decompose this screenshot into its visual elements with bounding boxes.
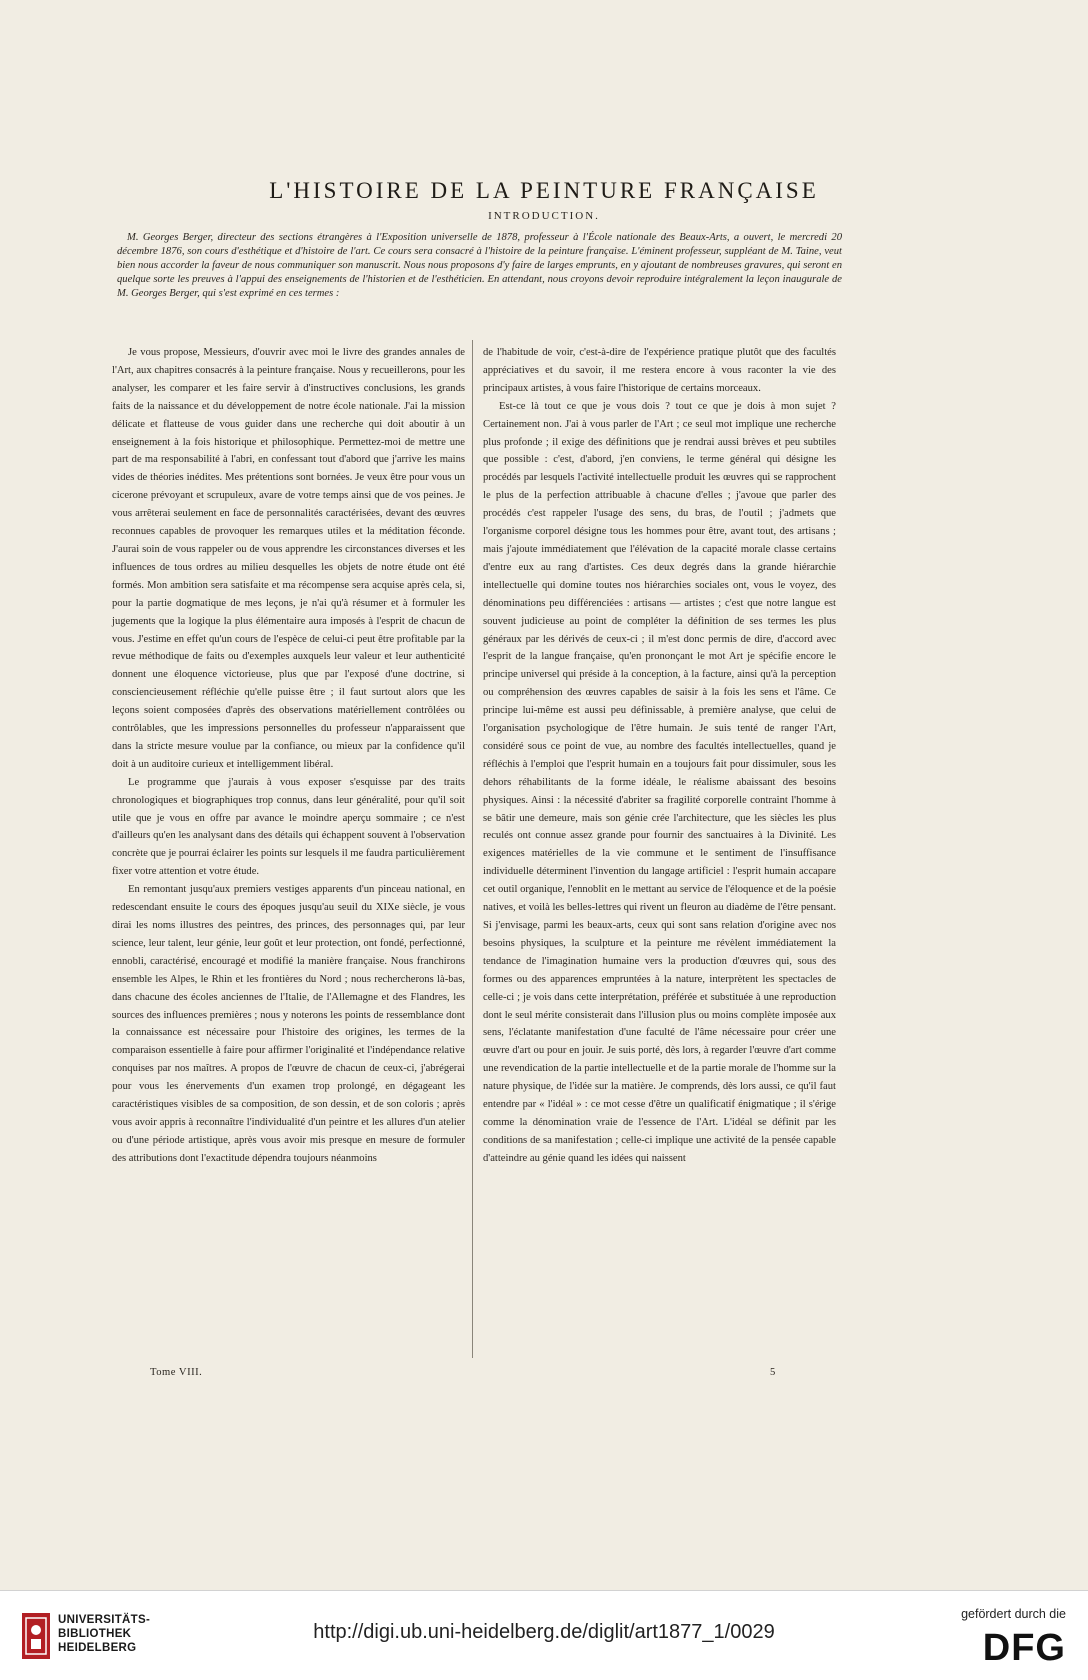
body-paragraph: Je vous propose, Messieurs, d'ouvrir avec moi le livre des grandes annales de l'Art, aux chapitres consacrés à la peinture française. Nous y recueillerons, pour les analyser, les comparer et les faire servir à d'instructives conclusions, les grands faits de la naissance et du développement de notre école nationale. J'ai la mission délicate et flatteuse de vous guider dans une recherche qui doit aboutir à un enseignement à la fois historique et philosophique. Permettez-moi de mettre une part de ma responsabilité à l'abri, en confessant tout d'abord que j'arrive les mains vides de théories inédites. Mes prétentions sont bornées. Je veux être pour vous un cicerone prévoyant et scrupuleux, avare de votre temps ainsi que de vos peines. Je vous arrêterai seulement en face de personnalités caractérisées, devant des œuvres reconnues capables de provoquer les remarques utiles et la méditation féconde. J'aurai soin de vous rappeler ou de vous apprendre les circonstances diverses et les influences de tous ordres au milieu desquelles les objets de notre étude ont été formés. Mon ambition sera satisfaite et ma récompense sera acquise après cela, si, pour la partie dogmatique de mes leçons, je n'ai qu'à résumer et à formuler les jugements que la logique la plus élémentaire aura imposés à l'esprit de chacun de vous. J'estime en effet qu'un cours de l'espèce de celui-ci peut être profitable par la revue méthodique de faits ou d'exemples auxquels leur valeur et leur authenticité donnent une éloquence victorieuse, plus que par l'exposé d'une doctrine, si consciencieusement réfléchie qu'elle puisse être ; il faut surtout alors que les leçons soient composées d'après des observations matériellement contrôlées ou contrôlables, que les impressions personnelles du professeur n'apparaissent que dans la stricte mesure voulue par la confiance, ou mieux par la confidence qu'il doit à un auditoire curieux et intelligemment libéral.: [112, 347, 465, 770]
page-title: L'HISTOIRE DE LA PEINTURE FRANÇAISE: [269, 178, 819, 203]
right-column: [483, 344, 836, 1168]
permalink[interactable]: http://digi.ub.uni-heidelberg.de/diglit/art1877_1/0029: [313, 1621, 775, 1643]
dfg-logo: DFG: [982, 1627, 1066, 1669]
body-paragraph: En remontant jusqu'aux premiers vestiges apparents d'un pinceau national, en redescendant ensuite le cours des époques jusqu'au seuil du XIXe siècle, je vous dirai les noms illustres des peintres, des princes, des personnages qui, par leur science, leur talent, leur génie, leur goût et leur protection, ont fondé, perfectionné, ennobli, caractérisé, encouragé et modifié la manière française. Nous franchirons ensemble les Alpes, le Rhin et les frontières du Nord ; nous rechercherons là-bas, dans chacune des écoles anciennes de l'Italie, de l'Allemagne et des Flandres, les sources des influences premières ; nous y noterons les points de ressemblance dont la connaissance est nécessaire pour l'histoire des origines, les termes de la comparaison essentielle à faire pour affirmer l'originalité et l'indépendance relative conquises par nos maîtres. A propos de l'œuvre de chacun de ceux-ci, j'abrégerai pour vous les énervements d'un examen trop prolongé, en dégageant les caractéristiques visibles de sa composition, de son dessin, et de son coloris ; après vous avoir appris à reconnaître l'individualité d'un peintre et les allures d'un atelier ou d'une période artistique, après vous avoir mis presque en mesure de formuler des attributions dont l'exactitude dépendra toujours néanmoins: [112, 884, 465, 1164]
body-paragraph: de l'habitude de voir, c'est-à-dire de l'expérience pratique plutôt que des facultés appréciatives et du savoir, il me restera encore à vous raconter la vie des principaux artistes, à vous faire l'historique de certains morceaux.: [483, 347, 836, 394]
section-heading: INTRODUCTION.: [488, 210, 600, 222]
page-number: 5: [770, 1367, 776, 1378]
left-column: [112, 344, 465, 1168]
body-paragraph: Le programme que j'aurais à vous exposer s'esquisse par des traits chronologiques et biographiques trop connus, dans leur généralité, pour qu'il soit utile que je vous en offre par avance le moindre aperçu sommaire ; ce n'est d'ailleurs qu'en les analysant dans des détails qui échappent souvent à l'observation concrète que je pourrai éclairer les points sur lesquels il me faudra particulièrement fixer votre attention et votre étude.: [112, 776, 465, 878]
viewer-footer: [0, 1590, 1088, 1680]
body-paragraph: Est-ce là tout ce que je vous dois ? tout ce que je dois à mon sujet ? Certainement non. J'ai à vous parler de l'Art ; ce seul mot implique une recherche plus profonde ; il exige des définitions que je rendrai aussi brèves et peu subtiles que possible : c'est, d'abord, j'en conviens, le terme général qui désigne les procédés par lesquels l'activité intellectuelle produit les œuvres qui se rapprochent le plus de la perfection attribuable à chacune d'elles ; j'avoue que parler des procédés c'est rappeler l'usage des sens, du bras, de l'outil ; j'admets que l'organisme corporel désigne tous les hommes pour être, avant tout, des artisans ; mais j'ajoute immédiatement que l'élévation de la capacité morale classe certains d'entre eux au rang d'artistes. Ces deux degrés dans la grande hiérarchie intellectuelle qui domine toutes nos hiérarchies sociales ont, vous le voyez, des dénominations peu différenciées : artisans — artistes ; c'est que notre langue est souvent judicieuse au point de compléter la définition de ses termes les plus généraux par les dérivés de ceux-ci ; il m'est donc permis de dire, d'accord avec l'esprit de la langue française, qu'en prononçant le mot Art je spécifie encore le principe universel qui préside à la conception, à la facture, ainsi qu'à la perception ou compréhension des œuvres capables de saisir à la fois les sens et l'âme. Ce principe lui-même est aussi peu définissable, à première analyse, que celui de l'organisation psychologique de l'être humain. Je suis tenté de ranger l'Art, considéré sous ce point de vue, au nombre des facultés intellectuelles, quand je réfléchis à l'emploi que l'esprit humain en a toujours fait pour dissimuler, sous les dehors réhabilitants de la forme idéale, le réalisme abaissant des besoins physiques. Ainsi : la nécessité d'abriter sa fragilité corporelle contraint l'homme à se bâtir une demeure, mais son génie crée l'architecture, que les siècles les plus reculés ont connue assez grande pour fournir des sanctuaires à la Divinité. Les exigences matérielles de la vie commune et le sentiment de l'insuffisance individuelle déterminent l'invention du langage artificiel : l'esprit humain accapare cet outil organique, l'ennoblit en le mettant au service de l'éloquence et de la poésie natives, et voilà les belles-lettres qui rivent un fleuron au diadème de l'être pensant. Si j'envisage, parmi les beaux-arts, ceux qui sont sans relation d'origine avec nos besoins physiques, la sculpture et la peinture me révèlent immédiatement la tendance de l'imagination humaine vers la production d'œuvres qui, sous des formes ou des apparences empruntées à la nature, interprètent les spectacles de celle-ci ; je vois dans cette interprétation, préférée et substituée à une reproduction dont le seul mérite consisterait dans l'illusion plus ou moins complète imposée aux sens, l'éclatante manifestation d'une faculté de l'âme nécessaire pour créer une œuvre d'art ou pour en jouir. Je suis porté, dès lors, à regarder l'œuvre d'art comme une revendication de la partie intellectuelle et de la partie morale de l'homme sur la nature physique, de l'idée sur la matière. Je comprends, dès lors aussi, ce qu'il faut entendre par « l'idéal » : ce mot cesse d'être un qualificatif énigmatique ; il s'érige comme la dénomination vraie de l'essence de l'Art. L'idéal se définit par les conditions de sa manifestation ; celle-ci implique une activité de la pensée capable d'atteindre au génie quand les idées qui naissent: [483, 400, 836, 1164]
funding-caption: gefördert durch die: [961, 1607, 1066, 1621]
intro-paragraph: M. Georges Berger, directeur des sections étrangères à l'Exposition universelle de 1878, professeur à l'École nationale des Beaux-Arts, a ouvert, le mercredi 20 décembre 1876, son cours d'esthétique et d'histoire de l'art. Ce cours sera consacré à l'histoire de la peinture française. L'éminent professeur, suppléant de M. Taine, veut bien nous accorder la faveur de nous communiquer son manuscrit. Nous nous proposons d'y faire de larges emprunts, en y ajoutant de nombreuses gravures, qui seront en quelque sorte les preuves à l'appui des enseignements de l'historien et de l'esthéticien. En attendant, nous croyons devoir reproduire intégralement la leçon inaugurale de M. Georges Berger, qui s'est exprimé en ces termes :: [117, 232, 842, 299]
volume-label: Tome VIII.: [150, 1367, 203, 1378]
library-name: UNIVERSITÄTS- BIBLIOTHEK HEIDELBERG: [58, 1614, 151, 1654]
column-divider: [472, 340, 473, 1358]
